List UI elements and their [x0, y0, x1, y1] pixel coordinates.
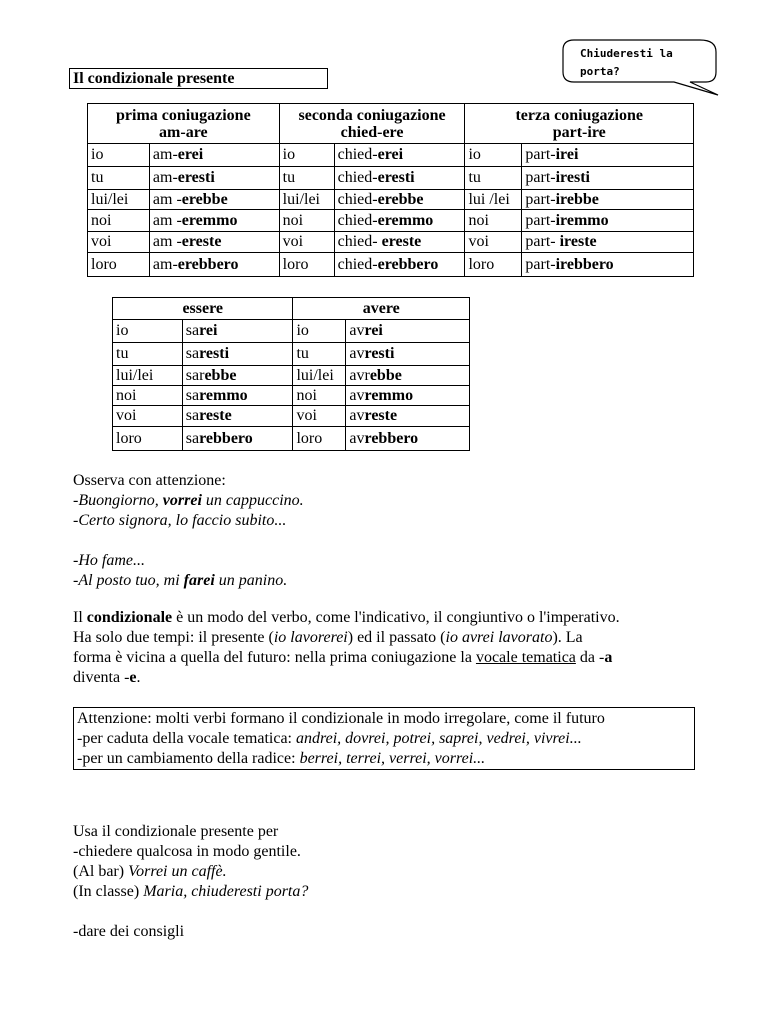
table-row: io sarei io avrei	[113, 320, 470, 343]
header-essere: essere	[113, 298, 293, 320]
header-seconda: seconda coniugazione chied-ere	[279, 104, 465, 144]
example-line: -Certo signora, lo faccio subito...	[73, 512, 287, 529]
table-row: noi saremmo noi avremmo	[113, 386, 470, 406]
usage-example: (Al bar) Vorrei un caffè.	[73, 863, 227, 880]
usage-section	[73, 822, 308, 942]
table-row: voi sareste voi avreste	[113, 406, 470, 427]
example-line: -Al posto tuo, mi farei un panino.	[73, 572, 288, 589]
observe-intro: Osserva con attenzione:	[73, 472, 226, 489]
table-row: io am-erei io chied-erei io part-irei	[88, 144, 694, 167]
speech-bubble	[560, 38, 718, 94]
header-avere: avere	[293, 298, 470, 320]
usage-item: -chiedere qualcosa in modo gentile.	[73, 843, 301, 860]
table-row: loro sarebbero loro avrebbero	[113, 427, 470, 451]
usage-item: -dare dei consigli	[73, 923, 185, 940]
bubble-text: Chiuderesti la porta?	[580, 47, 673, 78]
irregular-verbs-note: Attenzione: molti verbi formano il condizionale in modo irregolare, come il futuro -per caduta della vocale tematica: andrei, dovrei, potrei, saprei, vedrei, vivrei... -per un cambiamento della radice: berrei, terrei, verrei, vorrei...	[73, 707, 695, 770]
observe-section	[73, 471, 304, 591]
page-title: Il condizionale presente	[69, 68, 328, 89]
example-line: -Ho fame...	[73, 552, 145, 569]
usage-intro: Usa il condizionale presente per	[73, 823, 279, 840]
example-line: -Buongiorno, vorrei un cappuccino.	[73, 492, 304, 509]
usage-example: (In classe) Maria, chiuderesti porta?	[73, 883, 309, 900]
table-row: tu saresti tu avresti	[113, 343, 470, 366]
table-row: noi am -eremmo noi chied-eremmo noi part-iremmo	[88, 210, 694, 232]
conjugation-table	[87, 103, 694, 277]
table-row: loro am-erebbero loro chied-erebbero loro part-irebbero	[88, 253, 694, 277]
essere-avere-table	[112, 297, 470, 451]
explanation-paragraph: Il condizionale è un modo del verbo, come l'indicativo, il congiuntivo o l'imperativo. Ha solo due tempi: il presente (io lavorerei) ed il passato (io avrei lavorato). La forma è vicina a quella del futuro: nella prima coniugazione la vocale tematica da -a diventa -e.	[73, 609, 620, 686]
table-row: lui/lei sarebbe lui/lei avrebbe	[113, 366, 470, 386]
header-prima: prima coniugazione am-are	[88, 104, 280, 144]
table-row: voi am -ereste voi chied- ereste voi part- ireste	[88, 232, 694, 253]
table-row: tu am-eresti tu chied-eresti tu part-iresti	[88, 167, 694, 190]
table-row: lui/lei am -erebbe lui/lei chied-erebbe lui /lei part-irebbe	[88, 190, 694, 210]
header-terza: terza coniugazione part-ire	[465, 104, 694, 144]
